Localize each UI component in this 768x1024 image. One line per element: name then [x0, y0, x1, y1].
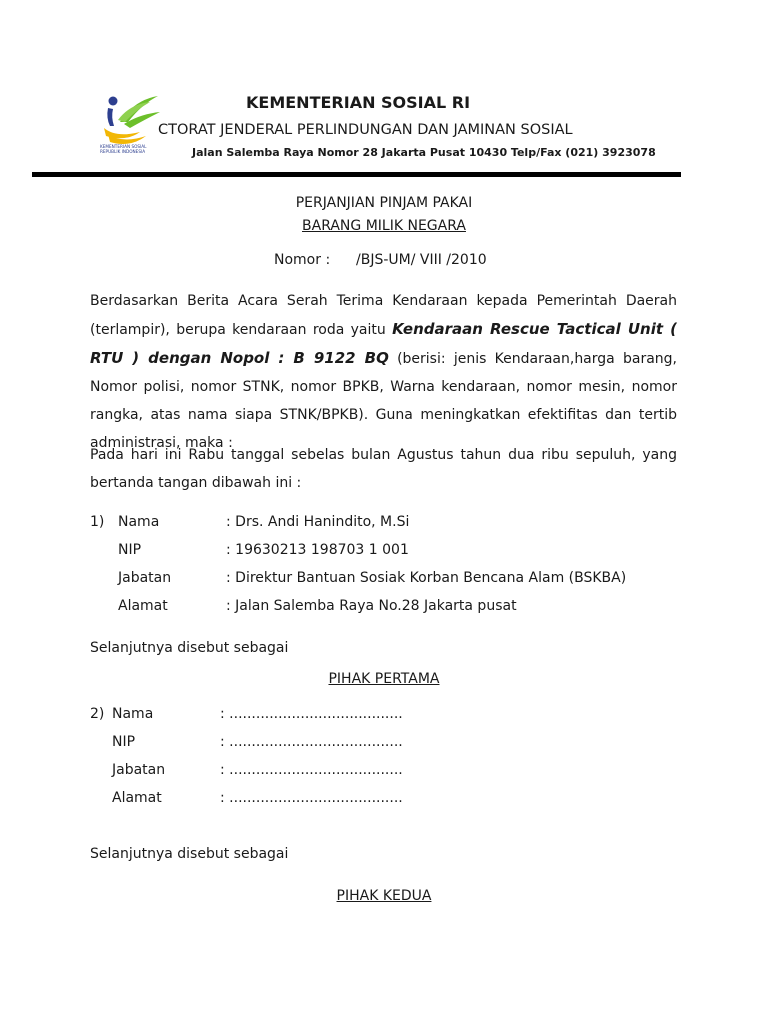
org-subtitle: CTORAT JENDERAL PERLINDUNGAN DAN JAMINAN SOSIAL — [158, 122, 573, 138]
party1-value-jabatan: : Direktur Bantuan Sosiak Korban Bencana Alam (BSKBA) — [226, 570, 627, 586]
party2-role: PIHAK KEDUA — [336, 888, 432, 904]
party1-label-nip: NIP — [118, 542, 142, 558]
party2-label-nama: Nama — [112, 706, 154, 722]
party2-value-jabatan: : ....................................... — [220, 762, 403, 778]
party1-value-nip: : 19630213 198703 1 001 — [226, 542, 409, 558]
party1-label-nama: Nama — [118, 514, 160, 530]
org-title: KEMENTERIAN SOSIAL RI — [246, 93, 471, 112]
paragraph-date: Pada hari ini Rabu tanggal sebelas bulan Agustus tahun dua ribu sepuluh, yang bertanda tangan dibawah ini : — [90, 447, 677, 491]
party1-number: 1) — [90, 514, 105, 530]
party2-value-alamat: : ....................................... — [220, 790, 403, 806]
ministry-logo — [100, 92, 162, 154]
party2-label-alamat: Alamat — [112, 790, 162, 806]
header-divider — [32, 172, 681, 177]
doc-title-line1: PERJANJIAN PINJAM PAKAI — [295, 195, 473, 211]
org-address: Jalan Salemba Raya Nomor 28 Jakarta Pusat 10430 Telp/Fax (021) 3923078 — [192, 146, 656, 159]
party2-number: 2) — [90, 706, 105, 722]
paragraph-intro — [90, 287, 677, 457]
party1-value-alamat: : Jalan Salemba Raya No.28 Jakarta pusat — [226, 598, 517, 614]
logo-caption-1: KEMENTERIAN SOSIAL — [100, 144, 147, 149]
party2-label-jabatan: Jabatan — [112, 762, 166, 778]
party1-label-alamat: Alamat — [118, 598, 168, 614]
party1-followup: Selanjutnya disebut sebagai — [90, 640, 289, 656]
nomor-value: /BJS-UM/ VIII /2010 — [356, 252, 487, 268]
doc-title-line2: BARANG MILIK NEGARA — [302, 218, 466, 234]
paragraph-intro-part2: (berisi: jenis Kendaraan,harga barang, Nomor polisi, nomor STNK, nomor BPKB, Warna kendaraan, nomor mesin, nomor rangka, atas nama siapa STNK/BPKB). Guna meningkatkan efektifitas dan tertib administrasi, maka : — [90, 351, 678, 451]
nomor-label: Nomor : — [274, 252, 331, 268]
logo-caption-2: REPUBLIK INDONESIA — [100, 149, 146, 154]
party2-followup: Selanjutnya disebut sebagai — [90, 846, 289, 862]
party1-value-nama: : Drs. Andi Hanindito, M.Si — [226, 514, 410, 530]
vehicle-emphasis: Kendaraan Rescue Tactical Unit ( RTU ) dengan Nopol : B 9122 BQ — [90, 320, 677, 367]
paragraph-intro-part1: Berdasarkan Berita Acara Serah Terima Kendaraan kepada Pemerintah Daerah (terlampir), berupa kendaraan roda yaitu — [90, 293, 677, 338]
party1-role: PIHAK PERTAMA — [328, 671, 440, 687]
party1-label-jabatan: Jabatan — [118, 570, 172, 586]
party2-value-nama: : ....................................... — [220, 706, 403, 722]
party2-value-nip: : ....................................... — [220, 734, 403, 750]
party2-label-nip: NIP — [112, 734, 136, 750]
